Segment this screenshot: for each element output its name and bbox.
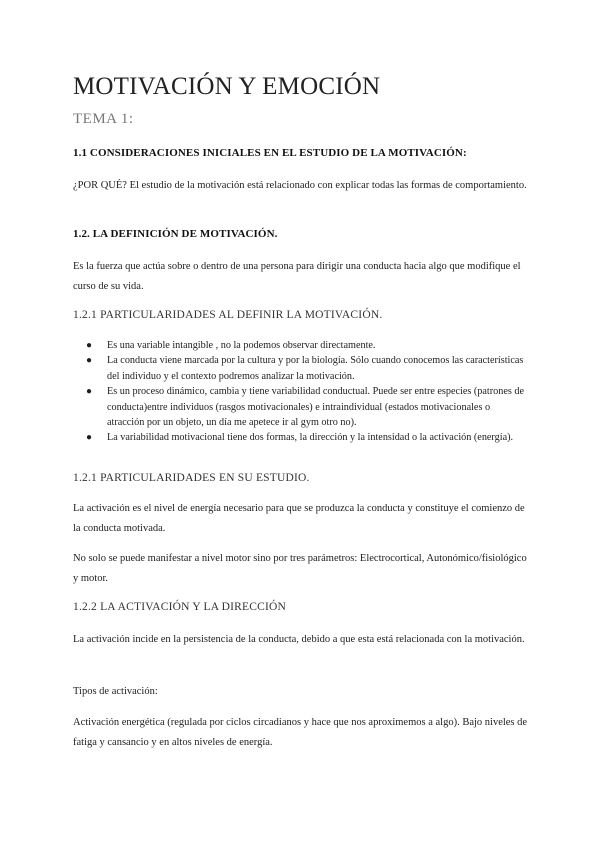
list-item: ● La conducta viene marcada por la cultura y por la biología. Sólo cuando conocemos las características del individuo y el contexto podremos analizar la motivación. <box>86 355 524 382</box>
section-paragraph-estudio-2: No solo se puede manifestar a nivel motor sino por tres parámetros: Electrocortical, Autonómico/fisiológico y motor. <box>73 553 527 584</box>
list-item: ● Es un proceso dinámico, cambia y tiene variabilidad conductual. Puede ser entre especies (patrones de conducta)entre individuos (rasgos motivacionales) e intraindividual (estados motivacionales o atracción por un objeto, un día me apetece ir al gym otro no). <box>86 386 524 429</box>
document-title: MOTIVACIÓN Y EMOCIÓN <box>73 73 381 100</box>
section-heading-estudio: 1.2.1 PARTICULARIDADES EN SU ESTUDIO. <box>73 472 310 484</box>
bullet-icon: ● <box>86 386 93 398</box>
bullet-icon: ● <box>86 432 93 444</box>
section-paragraph-1-2-2-3: Activación energética (regulada por ciclos circadianos y hace que nos aproximemos a algo). Bajo niveles de fatiga y cansancio y en altos niveles de energía. <box>73 717 528 748</box>
section-heading-1-1: 1.1 CONSIDERACIONES INICIALES EN EL ESTUDIO DE LA MOTIVACIÓN: <box>73 147 467 159</box>
section-heading-1-2: 1.2. LA DEFINICIÓN DE MOTIVACIÓN. <box>73 228 278 240</box>
section-paragraph-1-2-2-1: La activación incide en la persistencia de la conducta, debido a que esta está relacionada con la motivación. <box>73 634 525 645</box>
section-paragraph-1-2: Es la fuerza que actúa sobre o dentro de una persona para dirigir una conducta hacia algo que modifique el curso de su vida. <box>73 261 521 292</box>
list-item: ● La variabilidad motivacional tiene dos formas, la dirección y la intensidad o la activación (energía). <box>73 430 528 445</box>
section-paragraph-1-2-2-2: Tipos de activación: <box>73 686 158 697</box>
section-heading-1-2-2: 1.2.2 LA ACTIVACIÓN Y LA DIRECCIÓN <box>73 601 287 613</box>
section-paragraph-1-1: ¿POR QUÉ? El estudio de la motivación está relacionado con explicar todas las formas de comportamiento. <box>73 180 527 191</box>
bullet-icon: ● <box>86 355 93 367</box>
section-paragraph-estudio-1: La activación es el nivel de energía necesario para que se produzca la conducta y constituye el comienzo de la conducta motivada. <box>73 503 525 534</box>
section-heading-1-2-1: 1.2.1 PARTICULARIDADES AL DEFINIR LA MOTIVACIÓN. <box>73 309 383 321</box>
list-item: ● Es una variable intangible , no la podemos observar directamente. <box>73 338 528 353</box>
bullet-icon: ● <box>86 340 93 351</box>
document-subtitle: TEMA 1: <box>73 111 134 127</box>
bullet-list <box>73 338 528 446</box>
